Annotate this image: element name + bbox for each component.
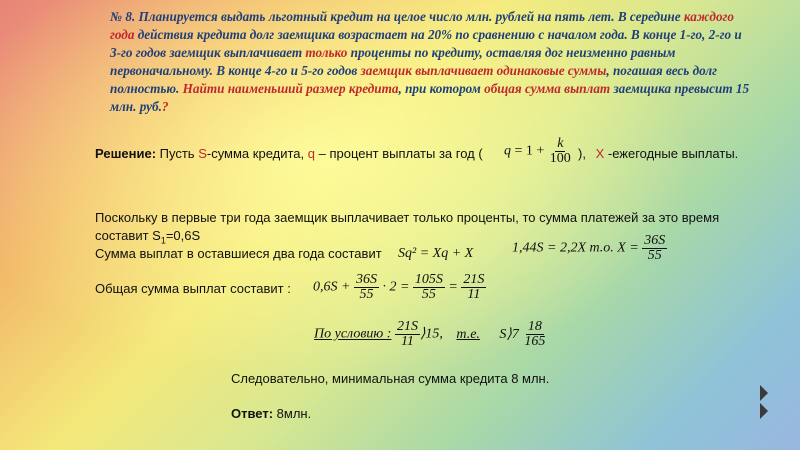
solution-text: -сумма кредита,: [206, 146, 308, 161]
frac-num: 36S: [644, 233, 666, 248]
para-line-4: Общая сумма выплат составит :: [95, 281, 291, 296]
frac-num: 21S: [396, 319, 418, 334]
problem-text: , погашая весь долг полностью.: [110, 63, 718, 96]
k-den: 100: [549, 151, 571, 166]
q-formula: [504, 137, 573, 166]
frac-den: 55: [421, 287, 436, 302]
equation-2: [512, 234, 667, 263]
x-fraction: [642, 234, 667, 263]
condition-label: По условию :: [314, 326, 392, 342]
solution-line: [95, 146, 483, 161]
frac-den: 165: [524, 334, 546, 349]
te-label: т.е.: [456, 326, 480, 342]
frac-num: 36S: [355, 272, 377, 287]
var-s: S: [198, 146, 207, 161]
q-lhs: q: [504, 143, 511, 159]
eq3-text: · 2 =: [382, 279, 410, 295]
var-x: X: [595, 146, 605, 161]
frac-den: 55: [359, 287, 374, 302]
answer-line: [231, 406, 311, 421]
eq3-frac-3: [461, 273, 486, 302]
frac-num: 105S: [414, 272, 443, 287]
answer-value: 8млн.: [273, 406, 312, 421]
frac-den: 11: [400, 334, 414, 349]
solution-text: – процент выплаты за год (: [314, 146, 483, 161]
problem-highlight: заемщик выплачивает одинаковые суммы: [360, 63, 607, 78]
eq3-text: =: [448, 279, 458, 295]
subscript: 1: [160, 235, 166, 246]
result-frac: [522, 320, 547, 349]
frac-den: 55: [647, 248, 662, 263]
problem-text: № 8. Планируется выдать льготный кредит на целое число млн. рублей на пять лет. В середине: [110, 9, 684, 24]
problem-text: заемщика превысит 15 млн. руб.: [110, 81, 750, 114]
para-line-3: Сумма выплат в оставшиеся два года составит: [95, 246, 382, 261]
problem-highlight: только: [305, 45, 348, 60]
problem-statement: [110, 8, 750, 116]
para-text: =0,6S: [165, 228, 201, 243]
cond-text: ⟩15,: [419, 326, 443, 342]
equation-3: [313, 273, 486, 302]
para-line-1: Поскольку в первые три года заемщик выплачивает только проценты, то сумма платежей за это время: [95, 210, 720, 225]
eq3-frac-2: [413, 273, 445, 302]
problem-highlight: ?: [161, 99, 169, 114]
solution-text: Пусть: [156, 146, 199, 161]
problem-highlight: общая сумма выплат: [484, 81, 611, 96]
eq3-frac-1: [354, 273, 379, 302]
problem-highlight: Найти наименьший размер кредита: [182, 81, 399, 96]
next-arrow-icon[interactable]: [760, 403, 768, 419]
para-text: составит S: [95, 228, 161, 243]
cond-frac: [395, 320, 420, 349]
answer-label: Ответ:: [231, 406, 274, 421]
solution-tail: [578, 146, 738, 161]
solution-text: ),: [578, 146, 586, 161]
frac-num: 18: [527, 319, 542, 334]
solution-label: Решение:: [95, 146, 157, 161]
problem-highlight: каждого года: [110, 9, 735, 42]
eq2-text: 1,44S = 2,2X т.о. X =: [512, 240, 639, 256]
next-arrow-icon[interactable]: [760, 385, 768, 401]
solution-text: -ежегодные выплаты.: [604, 146, 739, 161]
eq3-text: 0,6S +: [313, 279, 351, 295]
frac-num: 21S: [463, 272, 485, 287]
problem-text: действия кредита долг заемщика возрастает на 20% по сравнению с началом года. В конце 1-го, 2-го и 3-го годов заемщик выплачивает: [110, 27, 742, 60]
problem-text: , при котором: [398, 81, 485, 96]
para-line-2: [95, 228, 200, 246]
k-num: k: [557, 136, 564, 151]
condition-equation: [314, 320, 547, 349]
conclusion-text: Следовательно, минимальная сумма кредита 8 млн.: [231, 371, 550, 386]
q-eq: = 1 +: [511, 143, 545, 159]
equation-1: Sq² = Xq + X: [398, 246, 474, 261]
result-text: S⟩7: [499, 326, 519, 342]
problem-text: проценты по кредиту, оставляя дог неизменно равным первоначальному. В конце 4-го и 5-го годов: [110, 45, 676, 78]
frac-den: 11: [467, 287, 481, 302]
var-q: q: [307, 146, 315, 161]
k-over-100: [548, 137, 573, 166]
